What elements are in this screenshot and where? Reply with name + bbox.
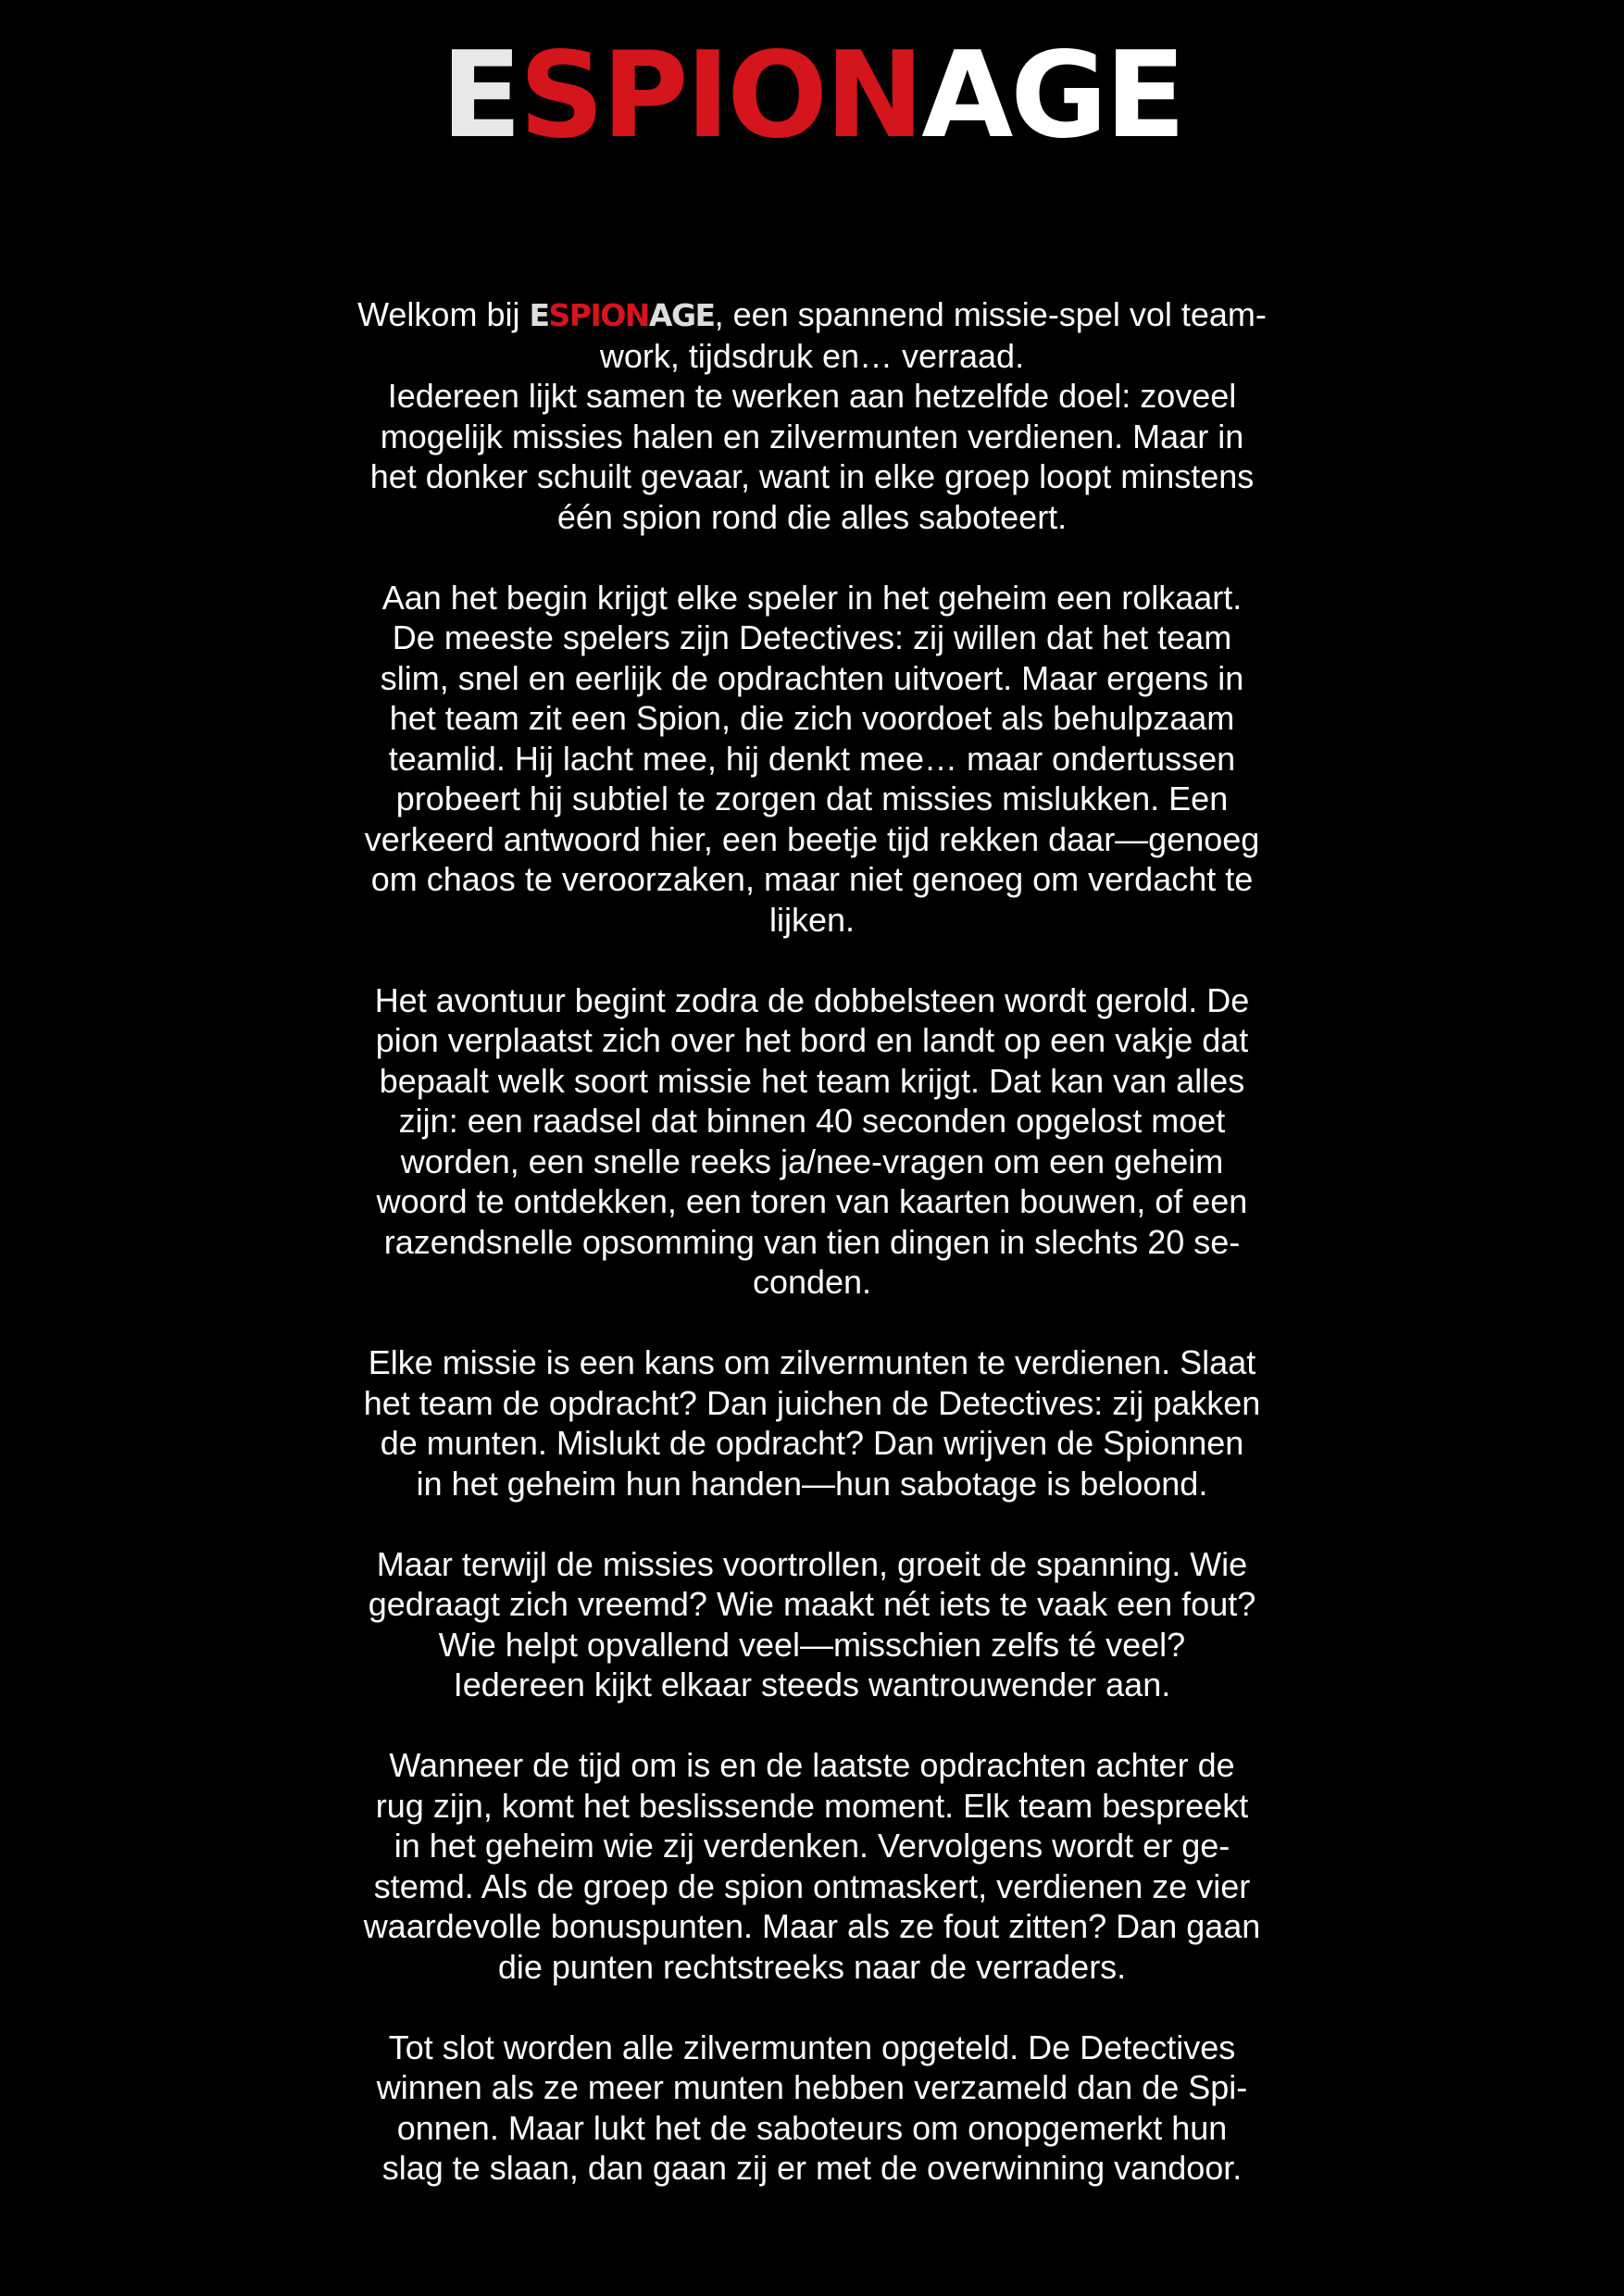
paragraph-2 <box>333 980 1291 1303</box>
text-line: probeert hij subtiel te zorgen dat missies mislukken. Een <box>395 780 1229 817</box>
text-line: lijken. <box>768 900 856 939</box>
text-line: zijn: een raadsel dat binnen 40 seconden opgelost moet <box>398 1102 1226 1140</box>
text-line: om chaos te veroorzaken, maar niet genoeg om verdacht te <box>370 860 1254 898</box>
logo-letter-e: E <box>441 27 519 165</box>
text-line: waardevolle bonuspunten. Maar als ze fout zitten? Dan gaan <box>363 1907 1261 1945</box>
text-line: Aan het begin krijgt elke speler in het geheim een rolkaart. <box>381 578 1243 617</box>
text-line: slim, snel en eerlijk de opdrachten uitvoert. Maar ergens in <box>380 658 1244 697</box>
text-line: worden, een snelle reeks ja/nee-vragen om een geheim <box>400 1142 1224 1180</box>
paragraph-6 <box>333 2028 1291 2189</box>
text-line: work, tijdsdruk en… verraad. <box>599 336 1025 375</box>
text-line: pion verplaatst zich over het bord en landt op een vakje dat <box>375 1021 1249 1059</box>
text-line: verkeerd antwoord hier, een beetje tijd rekken daar—genoeg <box>364 819 1260 858</box>
text-line: die punten rechtstreeks naar de verraders. <box>497 1947 1127 1986</box>
text-line: winnen als ze meer munten hebben verzameld dan de Spi- <box>376 2068 1248 2106</box>
text-line: Maar terwijl de missies voortrollen, groeit de spanning. Wie <box>376 1544 1248 1583</box>
paragraph-5 <box>333 1745 1291 1987</box>
text-line: Wie helpt opvallend veel—misschien zelfs té veel? <box>438 1625 1186 1664</box>
paragraph-1 <box>333 578 1291 941</box>
inline-espionage-logo: ESPIONAGE <box>529 297 715 333</box>
text-line: razendsnelle opsomming van tien dingen in slechts 20 se- <box>383 1222 1241 1261</box>
rules-text <box>333 294 1291 2228</box>
text-line: conden. <box>752 1263 872 1301</box>
text-line: het team zit een Spion, die zich voordoet als behulpzaam <box>389 699 1235 737</box>
intro-line-1: Welkom bij ESPIONAGE, een spannend missie-spel vol team- <box>357 295 1267 333</box>
paragraph-4 <box>333 1544 1291 1705</box>
espionage-logo <box>0 27 1624 165</box>
text-line: Iedereen kijkt elkaar steeds wantrouwender aan. <box>453 1666 1171 1703</box>
text-line: gedraagt zich vreemd? Wie maakt nét iets te vaak een fout? <box>368 1585 1256 1623</box>
text-line: onnen. Maar lukt het de saboteurs om onopgemerkt hun <box>396 2108 1228 2147</box>
text-line: Elke missie is een kans om zilvermunten te verdienen. Slaat <box>368 1343 1256 1381</box>
text-line: één spion rond die alles saboteert. <box>556 497 1068 536</box>
text-line: stemd. Als de groep de spion ontmaskert, verdienen ze vier <box>373 1866 1251 1905</box>
text-line: teamlid. Hij lacht mee, hij denkt mee… maar ondertussen <box>388 739 1236 778</box>
text-line: Wanneer de tijd om is en de laatste opdrachten achter de <box>389 1746 1235 1784</box>
paragraph-3 <box>333 1342 1291 1504</box>
text-line: Het avontuur begint zodra de dobbelsteen wordt gerold. De <box>374 980 1250 1019</box>
text-line: slag te slaan, dan gaan zij er met de overwinning vandoor. <box>381 2149 1243 2187</box>
text-line: het donker schuilt gevaar, want in elke groep loopt minstens <box>369 457 1255 495</box>
text-line: mogelijk missies halen en zilvermunten verdienen. Maar in <box>380 417 1244 455</box>
text-line: het team de opdracht? Dan juichen de Detectives: zij pakken <box>363 1383 1261 1422</box>
logo-word-spion: SPION <box>518 27 922 165</box>
text-line: Tot slot worden alle zilvermunten opgeteld. De Detectives <box>388 2028 1236 2066</box>
paragraph-list <box>333 578 1291 2189</box>
text-line: in het geheim wie zij verdenken. Vervolgens wordt er ge- <box>394 1827 1230 1865</box>
logo-word-age: AGE <box>921 27 1183 165</box>
text-line: de munten. Mislukt de opdracht? Dan wrijven de Spionnen <box>380 1424 1244 1462</box>
text-line: Iedereen lijkt samen te werken aan hetzelfde doel: zoveel <box>387 377 1237 415</box>
text-line: rug zijn, komt het beslissende moment. Elk team bespreekt <box>375 1786 1249 1825</box>
text-line: woord te ontdekken, een toren van kaarten bouwen, of een <box>376 1182 1248 1220</box>
text-line: bepaalt welk soort missie het team krijgt. Dat kan van alles <box>379 1061 1245 1100</box>
text-line: De meeste spelers zijn Detectives: zij willen dat het team <box>392 618 1232 656</box>
text-line: in het geheim hun handen—hun sabotage is beloond. <box>416 1464 1208 1503</box>
intro-paragraph <box>333 294 1291 537</box>
